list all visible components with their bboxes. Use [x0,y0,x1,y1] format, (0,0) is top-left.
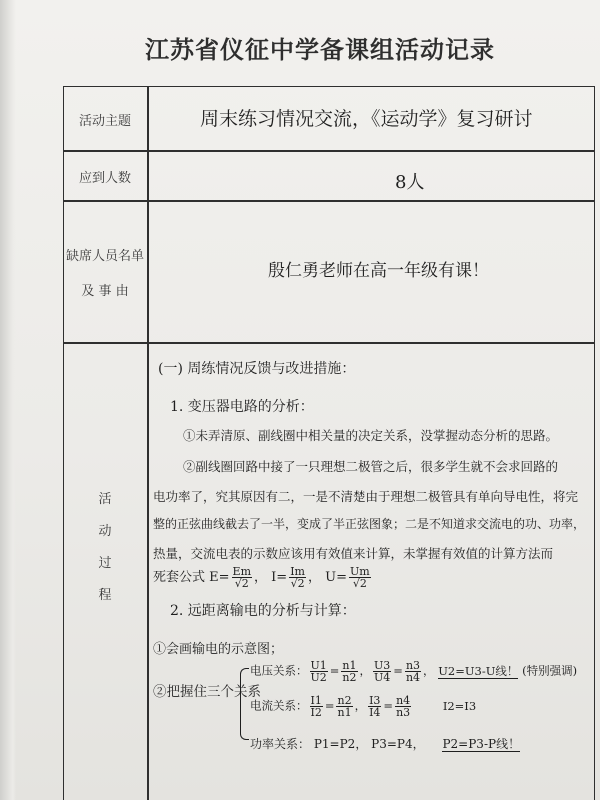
fraction: $\frac{n3}{n4}$ [405,659,421,684]
row-divider-2 [63,200,595,202]
item1-paragraph-2: ②副线圈回路中接了一只理想二极管之后，很多学生就不会求回路的 [183,459,559,474]
formula-u: U= [325,570,347,585]
page-title: 江苏省仪征中学备课组活动记录 [145,36,495,64]
row-divider-1 [63,150,595,152]
fraction: $\frac{I3}{I4}$ [369,694,381,719]
item1-paragraph-1: ①未弄清原、副线圈中相关量的决定关系，没掌握动态分析的思路。 [183,428,559,443]
attendance-label: 应到人数 [78,171,131,186]
fraction: $\frac{Um}{√2}$ [350,565,370,590]
column-divider [147,86,149,800]
item2-heading: 2. 远距离输电的分析与计算： [170,603,356,619]
topic-value: 周末练习情况交流，《运动学》复习研讨 [200,108,533,130]
section-heading: (一) 周练情况反馈与改进措施： [158,361,356,377]
formula-line: 死套公式 E= $\frac{Em}{√2}$ ， I= $\frac{Im}{√2}$ ， U= $\frac{Um}{√2}$ [153,565,370,590]
absence-label-sub: 及 事 由 [81,284,129,299]
item1-paragraph-2-line: 热量，交流电表的示数应该用有效值来计算，未掌握有效值的计算方法而 [153,546,554,561]
relation-bracket [240,668,249,740]
voltage-note: (特别强调) [522,663,578,678]
item1-paragraph-2-line: 电功率了，究其原因有二，一是不清楚由于理想二极管具有单向导电性，将完 [153,489,579,504]
formula-i: I= [271,570,288,585]
item2-paragraph-1: ①会画输电的示意图； [153,642,284,657]
current-extra: I2=I3 [442,698,477,713]
fraction: $\frac{Em}{√2}$ [232,565,252,590]
page-edge-shadow [0,0,16,800]
formula-prefix: 死套公式 [153,570,206,585]
power-emphasis: P2=P3-P线！ [442,737,521,751]
current-relation: 电流关系： $\frac{I1}{I2}$ = $\frac{n2}{n1}$ ， $\frac{I3}{I4}$ = $\frac{n4}{n3}$ I2=I3 [250,694,477,719]
process-label-char: 过 [98,556,112,571]
fraction: $\frac{U3}{U4}$ [374,659,391,684]
fraction: $\frac{Im}{√2}$ [290,565,305,590]
process-label-char: 动 [98,524,112,539]
formula-e: E= [209,570,230,585]
topic-label: 活动主题 [78,114,131,129]
voltage-emphasis: U2=U3-U线！ [438,663,519,678]
attendance-value: 8人 [395,172,425,193]
absence-label: 缺席人员名单 [65,249,144,264]
absence-value: 殷仁勇老师在高一年级有课！ [268,261,489,281]
item2-paragraph-2: ②把握住三个关系 [153,684,261,700]
power-relation: 功率关系： P1=P2， P3=P4， P2=P3-P线！ [250,737,521,751]
row-divider-3 [63,342,595,344]
item1-heading: 1. 变压器电路的分析： [170,399,314,415]
fraction: $\frac{n1}{n2}$ [342,659,357,684]
voltage-relation: 电压关系： $\frac{U1}{U2}$ = $\frac{n1}{n2}$ ， $\frac{U3}{U4}$ = $\frac{n3}{n4}$ ， U2=U3-U线！ (特别强调) [250,659,578,684]
item1-paragraph-2-line: 整的正弦曲线截去了一半，变成了半正弦图象；二是不知道求交流电的功、功率， [153,517,586,531]
fraction: $\frac{U1}{U2}$ [310,659,327,684]
fraction: $\frac{I1}{I2}$ [310,694,322,719]
fraction: $\frac{n2}{n1}$ [337,694,352,719]
process-label-char: 活 [98,492,112,507]
fraction: $\frac{n4}{n3}$ [396,694,411,719]
process-label-char: 程 [98,588,112,603]
